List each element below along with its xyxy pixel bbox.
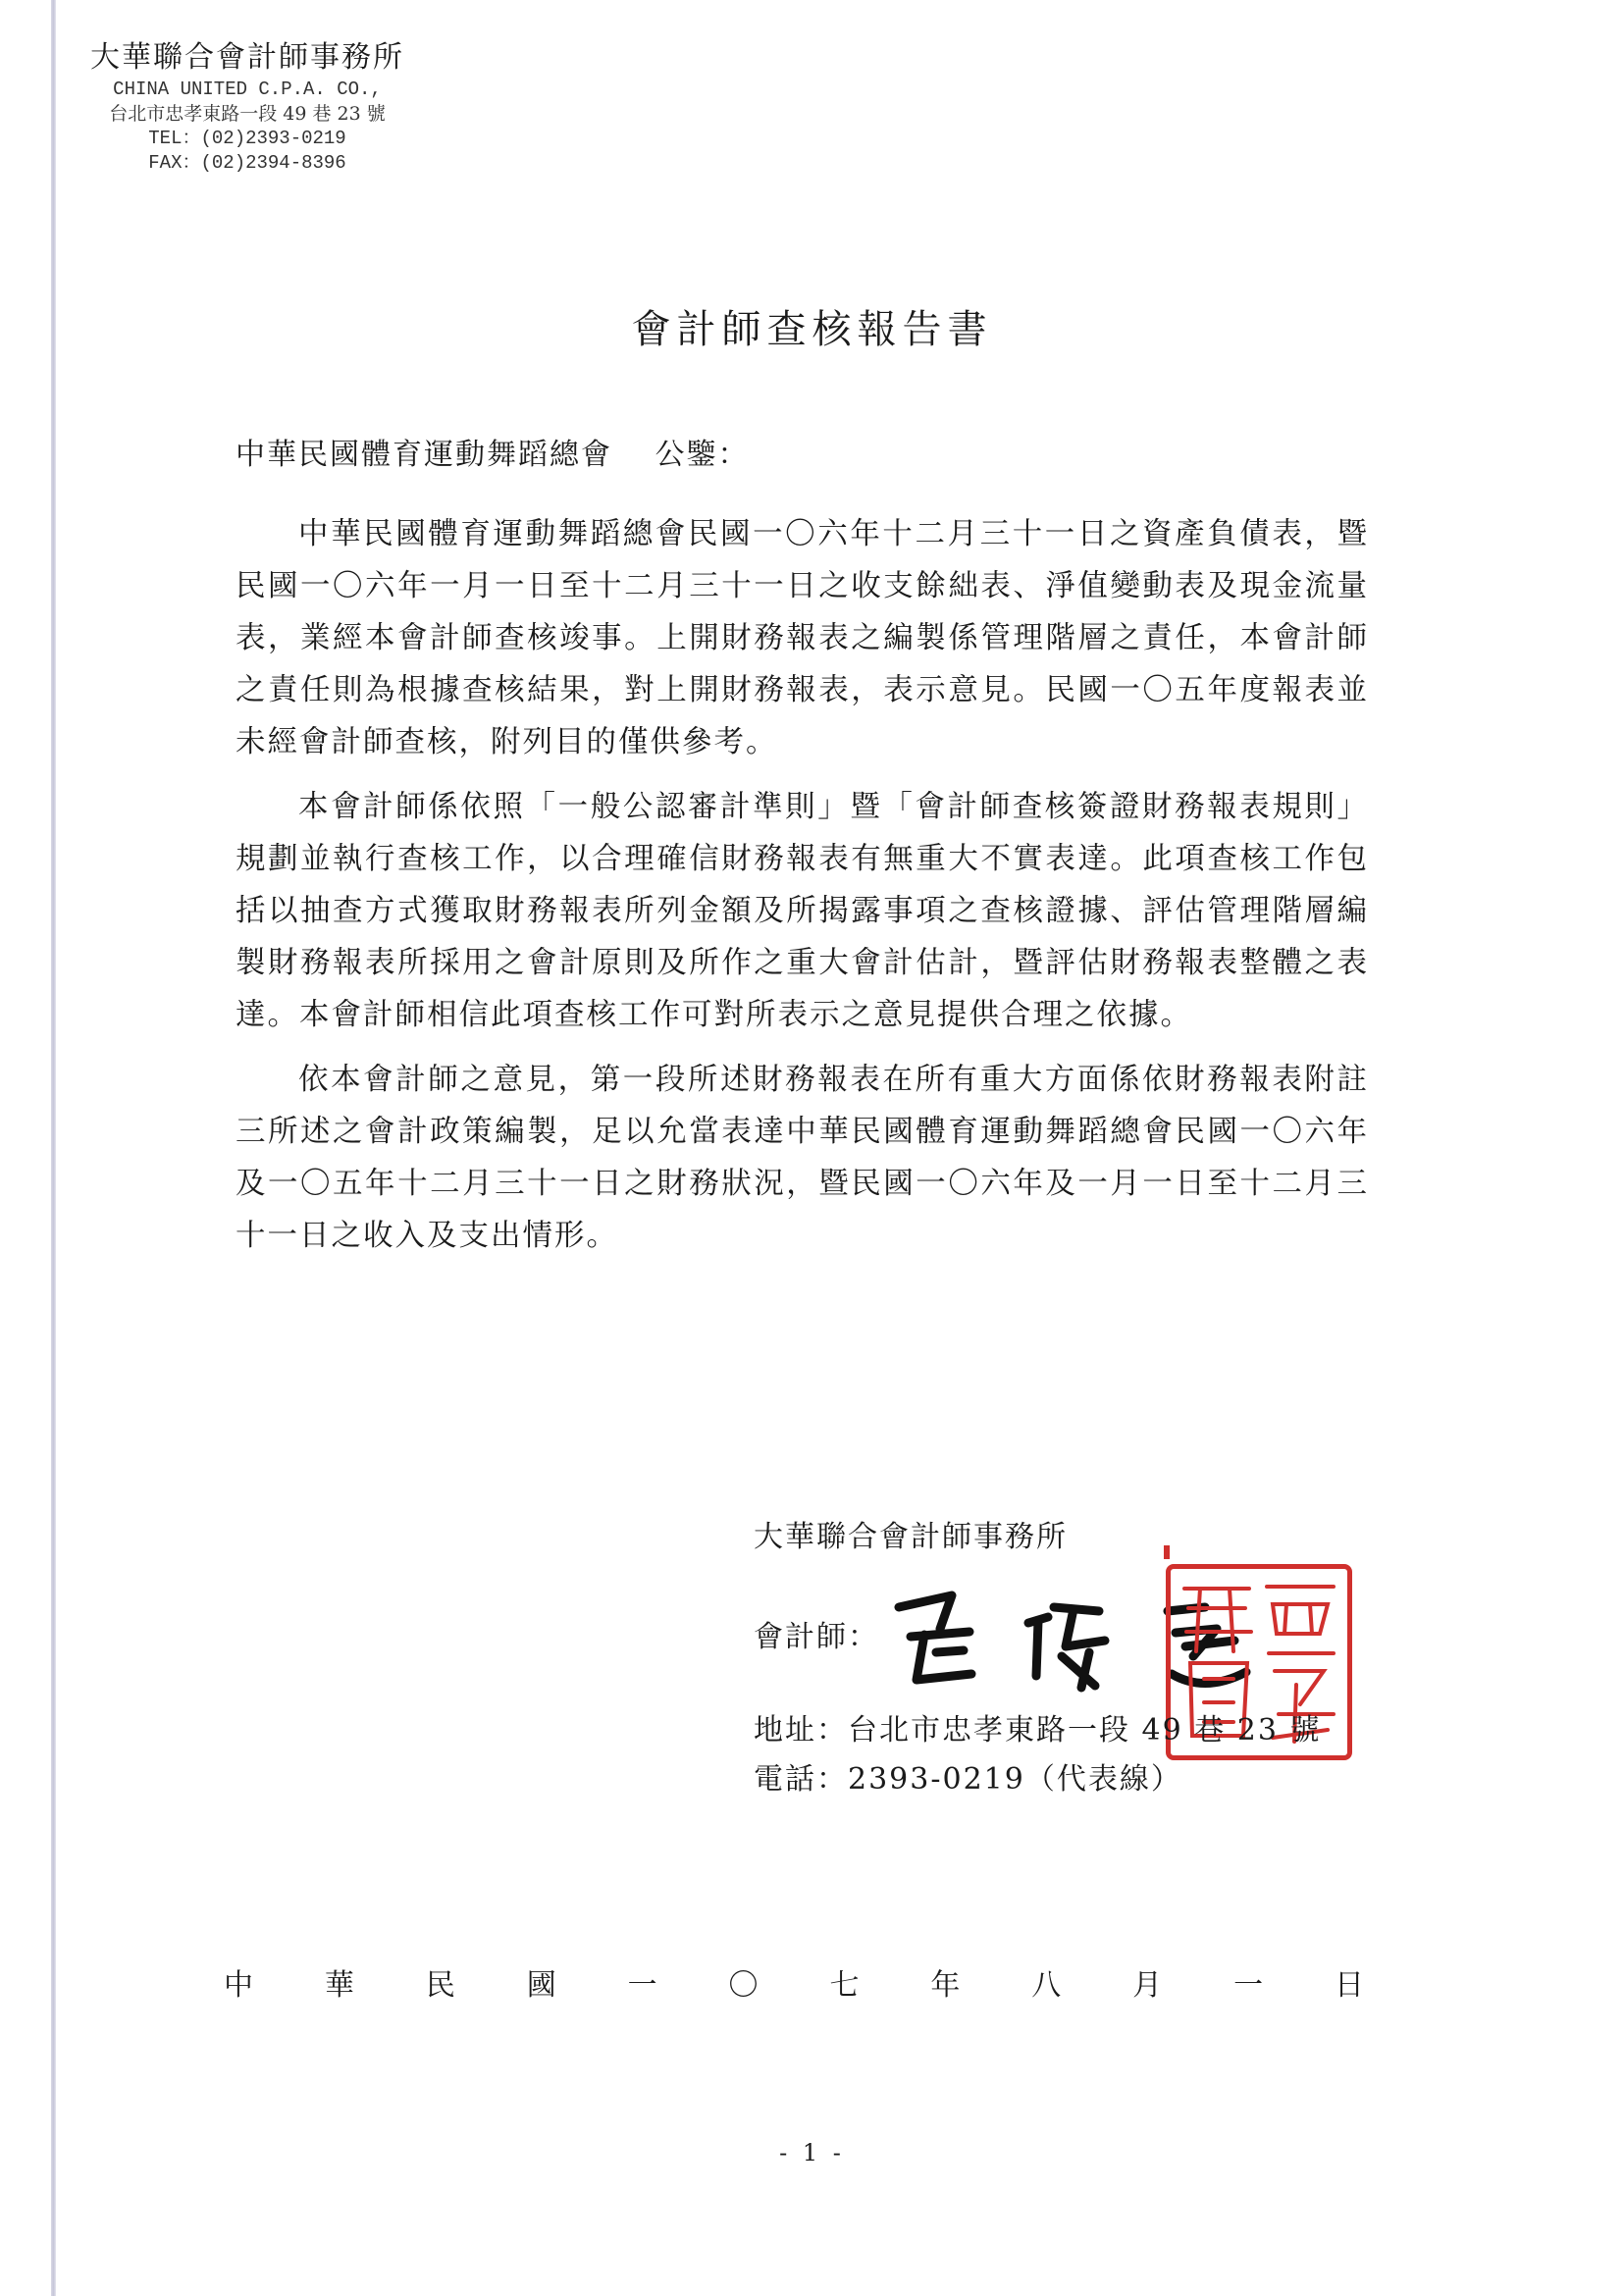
letterhead (71, 40, 424, 179)
letterhead-tel: TEL：(02)2393-0219 (148, 128, 346, 149)
date-char: 日 (1334, 1968, 1364, 2003)
date-char: 八 (1031, 1968, 1062, 2003)
date-char: 民 (425, 1968, 455, 2003)
letterhead-english-name: CHINA UNITED C.P.A. CO., (113, 78, 382, 100)
date-char: 七 (829, 1968, 860, 2003)
letterhead-address: 台北市忠孝東路一段 49 巷 23 號 (109, 103, 386, 125)
seal-corner-mark (1164, 1545, 1170, 1559)
signature-phone: 電話：2393-0219（代表線） (754, 1762, 1182, 1797)
cpa-label: 會計師： (754, 1620, 879, 1654)
signature-firm-name: 大華聯合會計師事務所 (754, 1520, 1068, 1554)
date-char: 〇 (728, 1968, 759, 2003)
page-number: - 1 - (779, 2139, 845, 2166)
letterhead-firm-name: 大華聯合會計師事務所 (90, 40, 404, 75)
letterhead-fax: FAX：(02)2394-8396 (148, 152, 346, 174)
date-char: 華 (324, 1968, 354, 2003)
salutation: 中華民國體育運動舞蹈總會 公鑒： (236, 438, 750, 472)
report-date (224, 1960, 1364, 2004)
date-char: 一 (1233, 1968, 1264, 2003)
paragraph-opinion: 依本會計師之意見，第一段所述財務報表在所有重大方面係依財務報表附註三所述之會計政策編製，足以允當表達中華民國體育運動舞蹈總會民國一〇六年及一〇五年十二月三十一日之財務狀況，暨民國一〇六年及一月一日至十二月三十一日之收入及支出情形。 (236, 1063, 1369, 1253)
date-char: 中 (224, 1968, 253, 2003)
paragraph-basis: 本會計師係依照「一般公認審計準則」暨「會計師查核簽證財務報表規則」規劃並執行查核工作，以合理確信財務報表有無重大不實表達。此項查核工作包括以抽查方式獲取財務報表所列金額及所揭露事項之查核證據、評估管理階層編製財務報表所採用之會計原則及所作之重大會計估計，暨評估財務報表整體之表達。本會計師相信此項查核工作可對所表示之意見提供合理之依據。 (236, 790, 1369, 1032)
paragraph-scope: 中華民國體育運動舞蹈總會民國一〇六年十二月三十一日之資產負債表，暨民國一〇六年一月一日至十二月三十一日之收支餘絀表、淨值變動表及現金流量表，業經本會計師查核竣事。上開財務報表之編製係管理階層之責任，本會計師之責任則為根據查核結果，對上開財務報表，表示意見。民國一〇五年度報表並未經會計師查核，附列目的僅供參考。 (236, 517, 1369, 759)
date-char: 一 (627, 1968, 657, 2003)
date-char: 月 (1132, 1968, 1163, 2003)
date-char: 年 (930, 1968, 961, 2003)
report-title: 會計師查核報告書 (631, 307, 993, 352)
signature-address: 地址：台北市忠孝東路一段 49 巷 23 號 (754, 1713, 1322, 1748)
date-char: 國 (526, 1968, 556, 2003)
